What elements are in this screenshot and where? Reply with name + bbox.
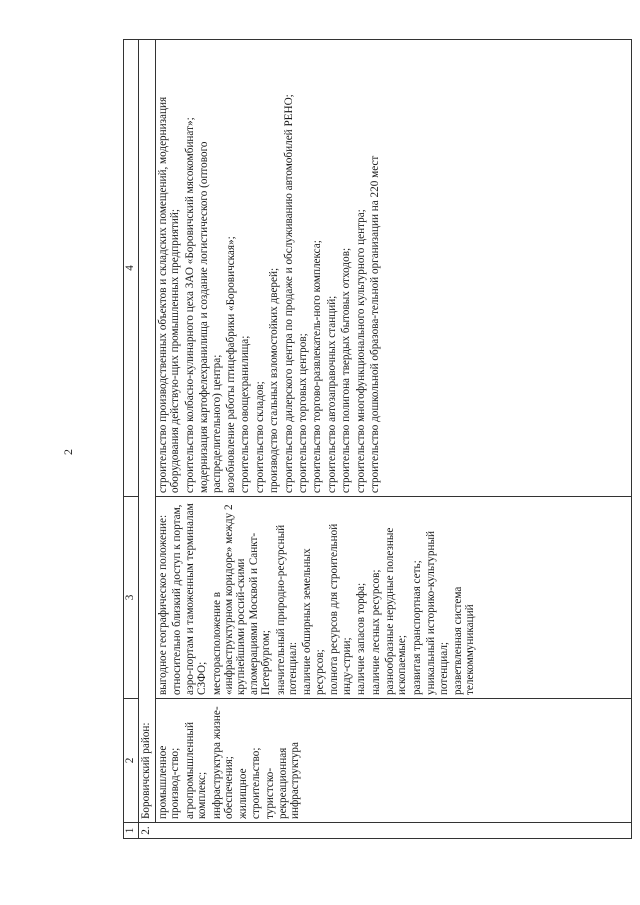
page-number: 2: [61, 449, 75, 455]
advantage-item: выгодное географическое положение:: [157, 514, 169, 695]
project-item: строительство полигона твердых бытовых отходов;: [340, 247, 353, 493]
advantages-cell: [156, 497, 632, 699]
advantage-item: месторасположение в «инфраструктурном коридоре» между 2 крупнейшими россий-скими агломерациями Москвой и Санкт-Петербургом;: [210, 504, 273, 695]
project-item: строительство торгово-развлекатель-ного комплекса;: [311, 240, 324, 493]
advantages-list: [157, 500, 477, 695]
project-item: строительство дилерского центра по продаже и обслуживанию автомобилей РЕНО;: [282, 94, 295, 493]
project-item: строительство производственных объектов и складских помещений, модернизация оборудования действую-щих промышленных предприятий;: [157, 96, 182, 493]
advantage-item: развитая транспортная сеть;: [410, 560, 423, 695]
project-item: модернизация картофелехранилища и создание логистического (оптового распределительного) центра;: [198, 141, 223, 493]
projects-list: [157, 43, 382, 493]
advantage-item: наличие запасов торфа;: [355, 582, 368, 695]
project-item: строительство складов;: [253, 381, 266, 493]
project-item: строительство дошкольной образова-тельной организации на 220 мест: [369, 155, 382, 493]
header-cell-4: 4: [124, 40, 139, 497]
advantage-item: наличие лесных ресурсов;: [369, 569, 382, 695]
advantage-item: наличие обширных земельных ресурсов;: [301, 548, 326, 695]
directions-list: [157, 702, 301, 819]
advantage-item: уникальный историко-культурный потенциал;: [425, 531, 450, 695]
project-item: строительство овощехранилища;: [239, 335, 252, 493]
project-item: строительство торговых центров;: [297, 333, 310, 493]
header-cell-1: 1: [124, 823, 139, 839]
projects-cell: [156, 40, 632, 497]
advantage-item: разветвленная система телекоммуникаций: [451, 586, 477, 695]
header-cell-3: 3: [124, 497, 139, 699]
advantage-item: разнообразные нерудные полезные ископаемые;: [383, 527, 409, 695]
advantage-item: относительно близкий доступ к портам, аэро-портам и таможенным терминалам СЗФО;: [171, 503, 209, 695]
advantage-item: значительный природно-ресурсный потенциал:: [274, 524, 300, 695]
directions-cell: [156, 699, 632, 823]
project-item: строительство колбасно-кулинарного цеха ЗАО «Боровичский мясокомбинат»;: [183, 117, 196, 493]
header-cell-2: 2: [124, 699, 139, 823]
data-table: [123, 39, 632, 839]
direction-item: жилищное строительство;: [237, 747, 262, 819]
content-row: [156, 40, 632, 839]
direction-item: инфраструктура жизне-обеспечения;: [210, 706, 236, 819]
direction-item: туристско-рекреационная инфраструктура: [264, 742, 302, 819]
direction-item: агропромышленный комплекс;: [183, 722, 209, 819]
project-item: производство стальных взломостойких дверей;: [268, 267, 281, 493]
project-item: строительство многофункционального культурного центра;: [354, 209, 367, 493]
advantage-item: полнота ресурсов для строительной инду-стрии;: [328, 523, 353, 695]
project-item: строительство автозаправочных станций;: [325, 295, 338, 493]
rotated-table-sheet: [123, 39, 632, 839]
direction-item: промышленное производ-ство;: [157, 745, 182, 819]
header-row: [124, 40, 139, 839]
region-name: Боровичский район:: [139, 40, 156, 823]
region-row: [139, 40, 156, 839]
project-item: возобновление работы птицефабрики «Боровичская»;: [225, 236, 238, 493]
row-number: 2.: [139, 823, 632, 839]
